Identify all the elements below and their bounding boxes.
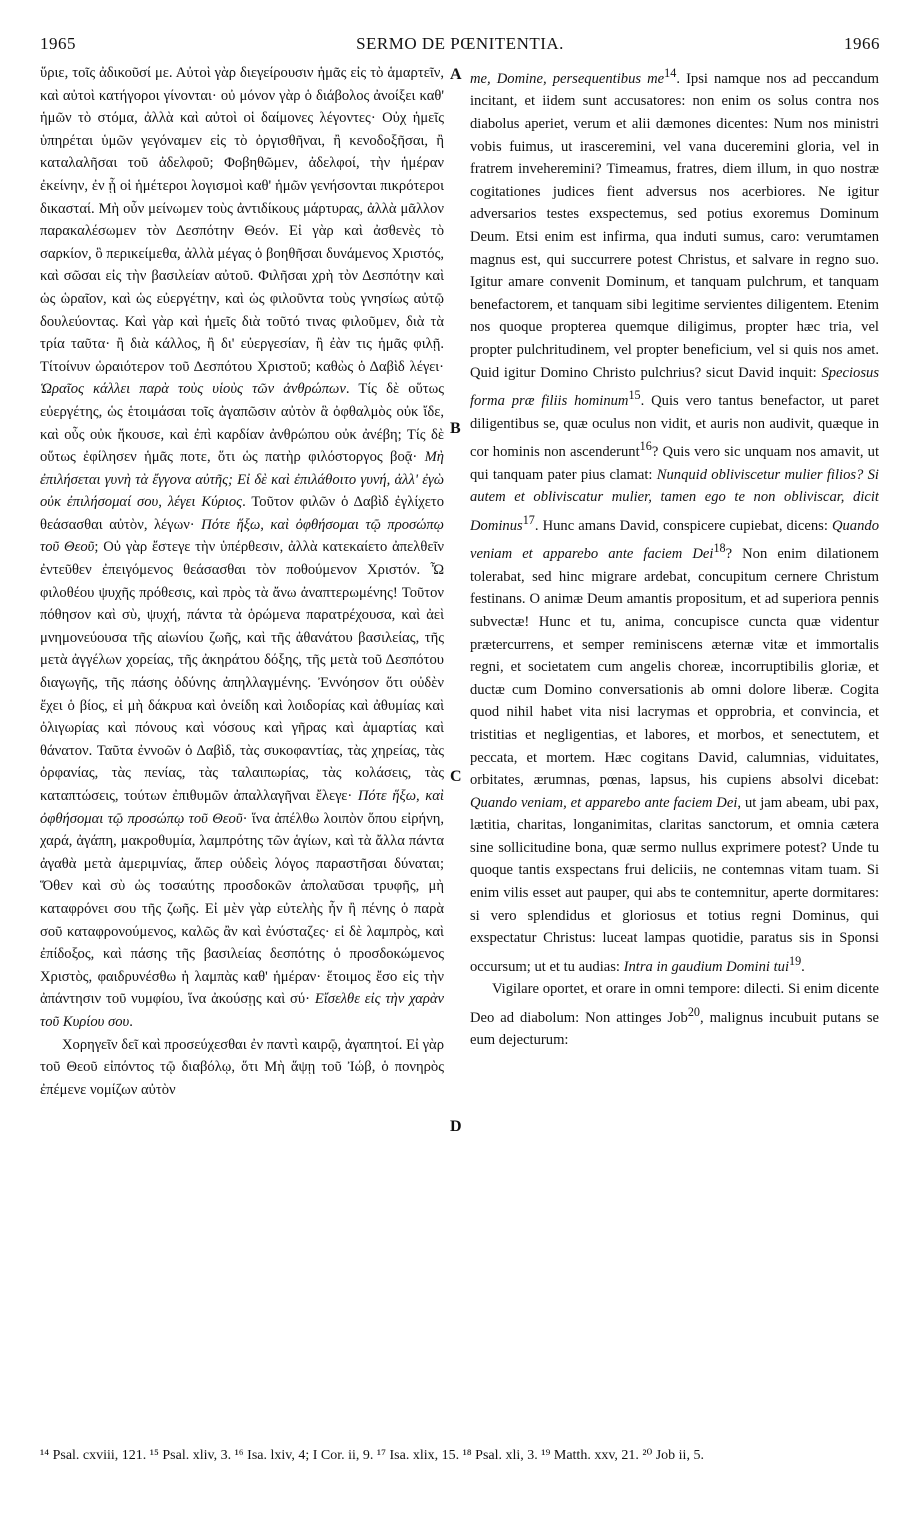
- margin-letter-d: D: [450, 1118, 462, 1135]
- footnote-ref: 18: [713, 541, 726, 556]
- footnotes: ¹⁴ Psal. cxviii, 121. ¹⁵ Psal. xliv, 3. ¹⁶ Isa. lxiv, 4; I Cor. ii, 9. ¹⁷ Isa. xlix, 15. ¹⁸ Psal. xli, 3. ¹⁹ Matth. xxv, 21. ²⁰ Job ii, 5.: [40, 1448, 704, 1463]
- latin-text: .: [801, 958, 805, 975]
- footnote-ref: 20: [687, 1004, 700, 1019]
- latin-text: . Hunc amans David, conspicere cupiebat, dicens:: [534, 517, 832, 534]
- latin-paragraph: [470, 978, 879, 1052]
- greek-paragraph: [40, 1034, 444, 1102]
- latin-quote: Nunquid obliviscetur mulier filios? Si autem et obliviscatur mulier, tamen ego te non obliviscar, dicit Dominus: [470, 466, 879, 534]
- page-header: [40, 34, 880, 56]
- greek-text: ὕριε, τοῖς ἀδικοῦσί με. Αὐτοὶ γὰρ διεγείρουσιν ἡμᾶς εἰς τὸ ἁμαρτεῖν, καὶ αὐτοὶ κατήγοροι γίνονται· οὐ μόνον γὰρ ὁ διάβολος ἀνοίξει καθ' ἡμῶν τὸ στόμα, ἀλλὰ καὶ αὐτοὶ οἱ δαίμονες λέγοντες· Οὐχ ἡμεῖς ὑπηρέται ὑμῶν γεγόναμεν εἰς τὸ ὀργισθῆναι, ἢ κενοδοξῆσαι, ἢ καταλαλῆσαι τοῦ ἀδελφοῦ; Φοβηθῶμεν, ἀδελφοί, τὴν ἡμέραν ἐκείνην, ἐν ᾗ οἱ ἡμέτεροι λογισμοὶ καθ' ἡμῶν γενήσονται πικρότεροι δικασταί. Μὴ οὖν μείνωμεν τοὺς ἀντιδίκους μάρτυρας, ἀλλὰ μᾶλλον παρακαλέσωμεν τὸν Δεσπότην Θεόν. Εἰ γὰρ καὶ ἀσθενὲς τὸ σαρκίον, ὃ περικείμεθα, ἀλλὰ μέγας ὁ βοηθῆσαι δυνάμενος Χριστός, καὶ σῶσαι εἰς τὴν βασιλείαν αὐτοῦ. Φιλῆσαι χρὴ τὸν Δεσπότην καὶ ὡς ὡραῖον, καὶ ὡς εὐεργέτην, καὶ ὡς φιλοῦντα τοὺς γνησίως αὐτῷ δουλεύοντας. Καὶ γὰρ καὶ ἡμεῖς διὰ τοῦτό τινας φιλοῦμεν, διὰ τὰ τρία ταῦτα· ἢ διὰ κάλλος, ἢ δι' εὐεργεσίαν, ἢ ἐὰν τις ἡμᾶς φιλῇ. Τίτοίνυν ὡραιότερον τοῦ Δεσπότου Χριστοῦ; καθὼς ὁ Δαβὶδ λέγει·: [40, 65, 444, 375]
- greek-text: ; Οὐ γὰρ ἔστεγε τὴν ὑπέρθεσιν, ἀλλὰ κατεκαίετο ἀπελθεῖν ἐντεῦθεν ἐπειγόμενος θεάσασθαι τὸν ποθούμενον Χριστόν. Ὦ φιλοθέου ψυχῆς πρόθεσις, καὶ πρὸς τὰ ἄνω ἀναπτερωμένης! Τοῦτον πόθησον καὶ σὺ, ψυχή, πάντα τὰ ὁρώμενα παρατρέχουσα, καὶ ἀεὶ μνημονεύουσα τῆς αἰωνίου ζωῆς, καὶ τῆς ἀθανάτου βασιλείας, τῆς μετὰ ἀγγέλων χορείας, τῆς ἀκηράτου δόξης, τῆς μετὰ τοῦ Δεσπότου διαγωγῆς, τῆς πάσης ὀδύνης ἀπηλλαγμένης. Ἐννόησον ὅτι οὐδὲν ἔχει ὁ βίος, εἰ μὴ δάκρυα καὶ ὀνείδη καὶ λοιδορίας καὶ ἀθυμίας καὶ ὀλιγωρίας καὶ πόνους καὶ νόσους καὶ γῆρας καὶ ἁμαρτίας καὶ θάνατον. Ταῦτα ἐννοῶν ὁ Δαβὶδ, τὰς συκοφαντίας, τὰς χηρείας, τὰς ὀρφανίας, τὰς πενίας, τὰς ταλαιπωρίας, τὰς κολάσεις, τὰς καταπτώσεις, τούτων ἐπιθυμῶν ἀπαλλαγῆναι ἔλεγε·: [40, 539, 444, 804]
- greek-text: . Τίς δὲ οὕτως εὐεργέτης, ὡς ἑτοιμάσαι τοῖς ἀγαπῶσιν αὐτὸν ἃ ὀφθαλμὸς οὐκ ἴδε, καὶ οὖς οὐκ ἤκουσε, καὶ ἐπὶ καρδίαν ἀνθρώπου οὐκ ἀνέβη; Τίς δὲ οὕτως ἐφίλησεν ἡμᾶς ποτε, ὅτι ὡς πατὴρ φιλόστοργος βοᾷ·: [40, 381, 444, 466]
- footnote-ref: 14: [664, 66, 677, 80]
- greek-quote: Μὴ ἐπιλήσεται γυνὴ τὰ ἔγγονα αὐτῆς; Εἰ δὲ καὶ ἐπιλάθοιτο γυνή, ἀλλ' ἐγὼ οὐκ ἐπιλήσομαί σου, λέγει Κύριος: [40, 449, 444, 511]
- latin-text: ? Quis vero sic unquam nos amavit, ut qui tanquam pater pius clamat:: [470, 444, 879, 483]
- page-number-right: 1966: [844, 34, 880, 53]
- greek-text: .: [129, 1013, 133, 1030]
- latin-quote: Speciosus forma præ filiis hominum: [470, 364, 879, 410]
- latin-quote: Quando veniam, et apparebo ante faciem Dei: [470, 794, 738, 811]
- latin-quote: me, Domine, persequentibus me: [470, 70, 665, 87]
- latin-quote: Quando veniam et apparebo ante faciem Dei: [470, 517, 879, 563]
- greek-column: [40, 62, 444, 1442]
- latin-text: , malignus incubuit putans se eum dejecturum:: [470, 1009, 879, 1049]
- page-number-left: 1965: [40, 34, 76, 53]
- margin-letter-b: B: [450, 420, 461, 437]
- greek-quote: Πότε ἥξω, καὶ ὀφθήσομαι τῷ προσώπῳ τοῦ Θεοῦ: [40, 788, 444, 827]
- running-title: SERMO DE PŒNITENTIA.: [356, 34, 564, 53]
- footnote-ref: 19: [789, 953, 802, 968]
- margin-letter-a: A: [450, 66, 462, 83]
- footnote-ref: 16: [639, 439, 652, 454]
- footnote-ref: 15: [628, 388, 641, 403]
- greek-text: Χορηγεῖν δεῖ καὶ προσεύχεσθαι ἐν παντὶ καιρῷ, ἀγαπητοί. Εἰ γὰρ τοῦ Θεοῦ εἰπόντος τῷ διαβόλῳ, ὅτι Μὴ ἅψῃ τοῦ Ἰώβ, ὁ πονηρὸς ἐπέμενε νομίζων αὐτὸν: [40, 1036, 444, 1098]
- latin-quote: Intra in gaudium Domini tui: [623, 958, 790, 975]
- greek-paragraph: [40, 62, 444, 1034]
- greek-quote: Εἴσελθε εἰς τὴν χαρὰν τοῦ Κυρίου σου: [40, 991, 444, 1030]
- greek-text: . Τοῦτον φιλῶν ὁ Δαβὶδ ἐγλίχετο θεάσασθαι αὐτὸν, λέγων·: [40, 494, 444, 533]
- greek-text: · ἵνα ἀπέλθω λοιπὸν ὅπου εἰρήνη, χαρά, ἀγάπη, μακροθυμία, λαμπρότης τῶν ἁγίων, καὶ τὰ ἄλλα πάντα ἀγαθὰ μετὰ ἀμεριμνίας, ἅπερ οὐδεὶς λόγος παραστῆσαι δύναται; Ὅθεν καὶ σὺ ὡς τοσαύτης προσδοκῶν ἀπολαῦσαι τρυφῆς, μὴ καταφρόνει σου τῆς ζωῆς. Εἰ μὲν γὰρ εὐτελὴς ἦν ἢ πένης ὁ παρὰ σοῦ καταφρονούμενος, καλῶς ἂν καὶ ἐνύσταζες· εἰ δὲ λαμπρὸς, καὶ ἐπίδοξος, καὶ πάσης τῆς βασιλείας δεσπότης ὁ προσδοκώμενος Χριστὸς, φαιδρυνέσθω ἡ λαμπὰς καθ' ἡμέραν· ἕτοιμος ἔσο εἰς τὴν ἀπάντησιν τοῦ νυμφίου, ἵνα ἀκούσῃς καὶ σύ·: [40, 810, 444, 1008]
- greek-quote: Πότε ἥξω, καὶ ὀφθήσομαι τῷ προσώπῳ τοῦ Θεοῦ: [40, 516, 444, 556]
- latin-text: Vigilare oportet, et orare in omni tempore: dilecti. Si enim dicente Deo ad diabolum: Non attinges Job: [470, 981, 879, 1026]
- greek-quote: Ὡραῖος κάλλει παρὰ τοὺς υἱοὺς τῶν ἀνθρώπων: [40, 381, 346, 398]
- footnote-ref: 17: [522, 512, 535, 527]
- latin-paragraph: [470, 62, 879, 978]
- latin-column: [470, 62, 879, 1442]
- latin-text: , ut jam abeam, ubi pax, lætitia, charitas, longanimitas, claritas sanctorum, et omnia cætera sine sollicitudine bona, quæ sermo nullus exprimere potest? Unde tu quoque tantis exspectans frui deliciis, ne contemnas vitam tuam. Si enim vilis esset aut pauper, qui abs te contemnitur, aperte dormitares: si vero splendidus et gloriosus et totius regni Dominus, qui exspectatur Christus: luceat lampas quotidie, paratus sis in Sponsi occursum; ut et tu audias:: [470, 794, 879, 975]
- latin-text: ? Non enim dilationem tolerabat, sed hinc migrare ardebat, concupitum cernere Christum festinans. O animæ Deum amantis propositum, et ad superiora pennis subvectæ! Hunc et tu, anima, concupisce cuncta quæ videntur prætercurrens, et semper reminiscens æternæ vitæ et immortalis regni, et societatem cum angelis choreæ, incorruptibilis gloriæ, et ductæ cum Domino conversationis ab omni dolore liberæ. Cogita quod nihil habet vita nisi lacrymas et opprobria, et convincia, et tristitias et negligentias, et labores, et morbos, et senectutem, et peccata, et mortem. Hæc cogitans David, calumnias, viduitates, orbitates, ærumnas, pœnas, lapsus, his cupiens absolvi dicebat:: [470, 546, 879, 789]
- margin-letter-c: C: [450, 768, 462, 785]
- latin-text: . Quis vero tantus benefactor, ut paret diligentibus se, quæ oculus non vidit, et auris non audivit, quæque in cor hominis non ascenderunt: [470, 393, 879, 461]
- latin-text: . Ipsi namque nos ad peccandum incitant, et iidem sunt accusatores: non enim os solus contra nos diabolus aperiet, verum et alii dæmones dicentes: Num nos ministri vobis fuimus, ut irasceremini, vel vana duceremini gloria, vel in fratrem inveheremini? Timeamus, fratres, diem illum, in quo nostræ cogitationes judices fient adversus nos acerbiores. Ne igitur adversarios testes exspectemus, sed potius exoremus Dominum Deum. Etsi enim est infirma, qua induti sumus, caro: verumtamen magnus est, qui succurrere potest Christus, et salvare in regno suo. Igitur amare convenit Dominum, et tanquam pulchrum, et tanquam benefactorem, et tanquam sibi legitime servientes diligentem. Etenim nos quoque propterea quemque diligimus, propter hæc tria, vel propter pulchritudinem, vel propter beneficium, vel si quis nos amet. Quid igitur Domino Christo pulchrius? sicut David inquit:: [470, 70, 879, 381]
